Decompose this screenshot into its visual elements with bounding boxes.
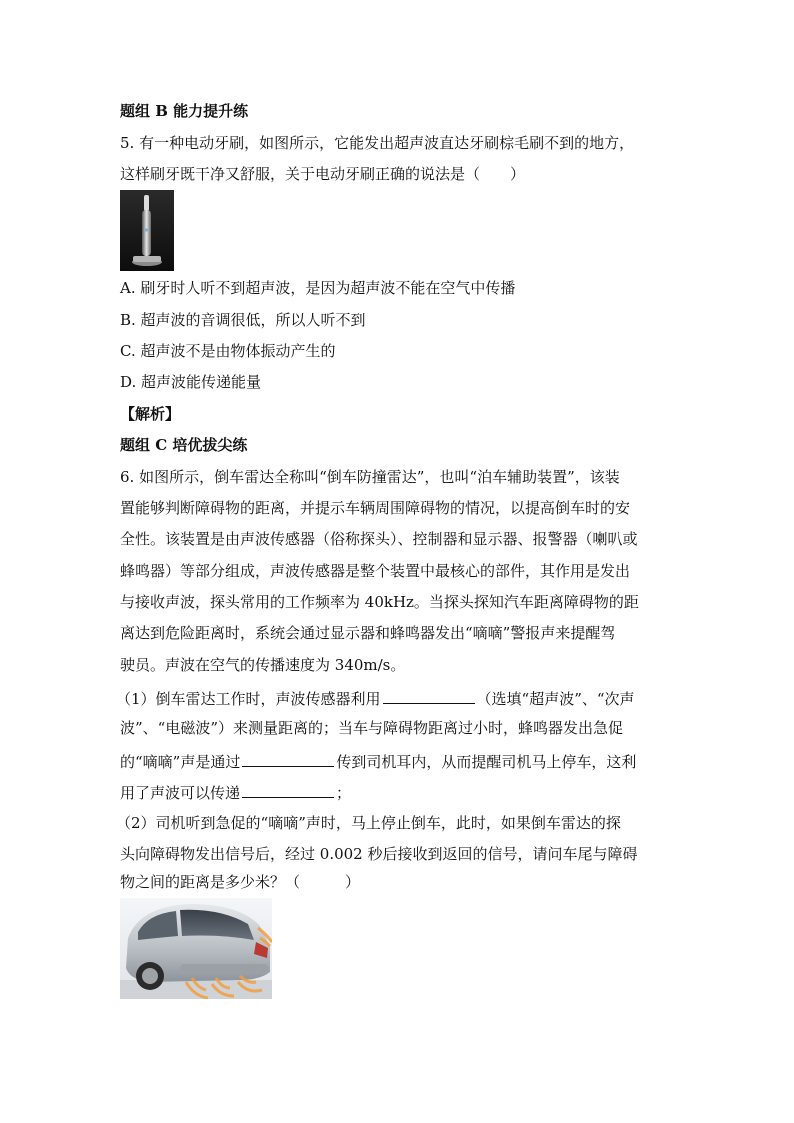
q6-sub2-line-1: （2）司机听到急促的“嘀嘀”声时，马上停止倒车，此时，如果倒车雷达的探 — [116, 814, 621, 832]
q6-sub1-l4-post: ； — [336, 784, 352, 802]
q6-line-3: 全性。该装置是由声波传感器（俗称探头）、控制器和显示器、报警器（喇叭或 — [120, 530, 638, 548]
analysis-label: 【解析】 — [120, 405, 181, 423]
q5-option-b: B. 超声波的音调很低，所以人听不到 — [120, 311, 366, 329]
q5-option-a: A. 刷牙时人听不到超声波，是因为超声波不能在空气中传播 — [120, 279, 516, 297]
section-b-title: 题组 B 能力提升练 — [120, 102, 249, 120]
section-c-title: 题组 C 培优拔尖练 — [120, 436, 248, 454]
q6-sub1-l3-pre: 的“嘀嘀”声是通过 — [120, 753, 241, 771]
q6-sub1-l4-pre: 用了声波可以传递 — [120, 784, 241, 802]
toothbrush-image — [120, 190, 174, 271]
q6-sub1-l3-post: 传到司机耳内，从而提醒司机马上停车，这利 — [336, 753, 637, 771]
q6-line-5: 与接收声波，探头常用的工作频率为 40kHz。当探头探知汽车距离障碍物的距 — [120, 593, 639, 611]
q6-sub1-l1-post: （选填“超声波”、“次声 — [476, 690, 635, 708]
q5-line-1: 5. 有一种电动牙刷，如图所示，它能发出超声波直达牙刷棕毛刷不到的地方， — [120, 134, 635, 152]
q5-option-d: D. 超声波能传递能量 — [120, 373, 262, 391]
q6-sub1-l1-pre: （1）倒车雷达工作时，声波传感器利用 — [116, 690, 381, 708]
answer-blank-2[interactable] — [242, 750, 334, 767]
q5-line-2: 这样刷牙既干净又舒服，关于电动牙刷正确的说法是（ ） — [120, 165, 526, 183]
q6-sub1-line-2: 波”、“电磁波”）来测量距离的；当车与障碍物距离过小时，蜂鸣器发出急促 — [120, 719, 624, 737]
q5-option-c: C. 超声波不是由物体振动产生的 — [120, 342, 336, 360]
answer-blank-1[interactable] — [383, 687, 475, 704]
q6-sub1-line-1 — [116, 687, 635, 709]
q6-line-1: 6. 如图所示，倒车雷达全称叫“倒车防撞雷达”，也叫“泊车辅助装置”，该装 — [120, 468, 620, 486]
q6-line-4: 蜂鸣器）等部分组成，声波传感器是整个装置中最核心的部件，其作用是发出 — [120, 562, 631, 580]
car-reverse-radar-image — [120, 898, 272, 999]
q6-sub2-line-3: 物之间的距离是多少米？（ ） — [120, 873, 361, 891]
q6-sub1-line-3 — [120, 750, 636, 772]
q6-line-7: 驶员。声波在空气的传播速度为 340m/s。 — [120, 656, 406, 674]
q6-line-2: 置能够判断障碍物的距离，并提示车辆周围障碍物的情况，以提高倒车时的安 — [120, 499, 631, 517]
q6-sub1-line-4 — [120, 781, 351, 803]
q6-line-6: 离达到危险距离时，系统会通过显示器和蜂鸣器发出“嘀嘀”警报声来提醒驾 — [120, 624, 616, 642]
answer-blank-3[interactable] — [242, 781, 334, 798]
q6-sub2-line-2: 头向障碍物发出信号后，经过 0.002 秒后接收到返回的信号，请问车尾与障碍 — [120, 845, 638, 863]
